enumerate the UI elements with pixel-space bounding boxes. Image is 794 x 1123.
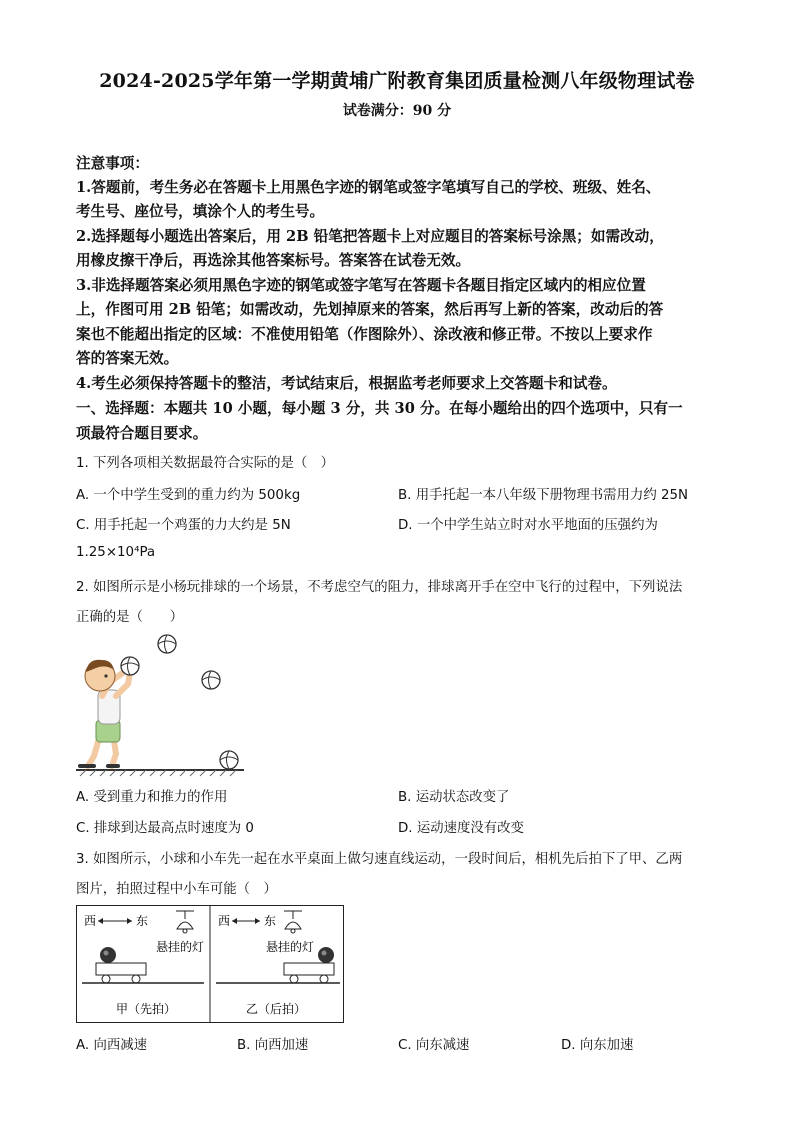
- lamp-label: 悬挂的灯: [156, 940, 205, 954]
- question-3-stem-cont: 图片，拍照过程中小车可能（ ）: [76, 882, 277, 897]
- q2-option-a: A. 受到重力和推力的作用: [76, 790, 228, 805]
- caption-yi: 乙（后拍）: [246, 1002, 307, 1016]
- section-heading-cont: 项最符合题目要求。: [76, 425, 208, 442]
- notice-line: 2.选择题每小题选出答案后，用 2B 铅笔把答题卡上对应题目的答案标号涂黑；如需改动，: [76, 228, 664, 245]
- volleyball-icon: [220, 751, 238, 769]
- q3-option-d: D. 向东加速: [561, 1038, 634, 1053]
- q1-option-d-continued: 1.25×10⁴Pa: [76, 545, 156, 560]
- ball-icon: [100, 947, 116, 963]
- volleyball-icon: [121, 657, 139, 675]
- notice-line: 3.非选择题答案必须用黑色字迹的钢笔或签字笔写在答题卡各题目指定区域内的相应位置: [76, 277, 646, 294]
- east-label: 东: [136, 914, 149, 928]
- cart-icon: [284, 963, 334, 975]
- volleyball-figure: [72, 628, 252, 778]
- notice-line: 1.答题前，考生务必在答题卡上用黑色字迹的钢笔或签字笔填写自己的学校、班级、姓名、: [76, 179, 661, 196]
- q3-option-b: B. 向西加速: [237, 1038, 309, 1053]
- notice-line: 答的答案无效。: [76, 350, 179, 367]
- question-2-stem-cont: 正确的是（ ）: [76, 610, 184, 625]
- q2-option-b: B. 运动状态改变了: [398, 790, 510, 805]
- q3-option-c: C. 向东减速: [398, 1038, 470, 1053]
- west-label: 西: [84, 914, 97, 928]
- lamp-label: 悬挂的灯: [266, 940, 315, 954]
- notice-line: 上，作图可用 2B 铅笔；如需改动，先划掉原来的答案，然后再写上新的答案，改动后的答: [76, 301, 664, 318]
- question-2-stem: 2. 如图所示是小杨玩排球的一个场景，不考虑空气的阻力，排球离开手在空中飞行的过程中，下列说法: [76, 580, 683, 595]
- ball-icon: [318, 947, 334, 963]
- q2-option-d: D. 运动速度没有改变: [398, 821, 524, 836]
- question-3-stem: 3. 如图所示，小球和小车先一起在水平桌面上做匀速直线运动，一段时间后，相机先后拍下了甲、乙两: [76, 852, 683, 867]
- notice-line: 4.考生必须保持答题卡的整洁，考试结束后，根据监考老师要求上交答题卡和试卷。: [76, 375, 617, 392]
- exam-full-score: 试卷满分：90 分: [342, 103, 452, 119]
- notice-line: 用橡皮擦干净后，再选涂其他答案标号。答案答在试卷无效。: [76, 252, 471, 269]
- notice-heading: 注意事项：: [76, 155, 149, 172]
- exam-title: 2024-2025学年第一学期黄埔广附教育集团质量检测八年级物理试卷: [99, 70, 695, 92]
- cart-icon: [96, 963, 146, 975]
- notice-line: 考生号、座位号，填涂个人的考生号。: [76, 203, 325, 220]
- east-label: 东: [264, 914, 277, 928]
- caption-jia: 甲（先拍）: [116, 1002, 177, 1016]
- volleyball-icon: [158, 635, 176, 653]
- west-label: 西: [218, 914, 231, 928]
- notice-line: 案也不能超出指定的区域：不准使用铅笔（作图除外）、涂改液和修正带。不按以上要求作: [76, 326, 653, 343]
- q1-option-c: C. 用手托起一个鸡蛋的力大约是 5N: [76, 518, 291, 533]
- q3-option-a: A. 向西减速: [76, 1038, 147, 1053]
- q2-option-c: C. 排球到达最高点时速度为 0: [76, 821, 254, 836]
- question-1-stem: 1. 下列各项相关数据最符合实际的是（ ）: [76, 456, 335, 471]
- cart-ball-figure: [76, 905, 344, 1023]
- q1-option-a: A. 一个中学生受到的重力约为 500kg: [76, 488, 301, 503]
- q1-option-d: D. 一个中学生站立时对水平地面的压强约为: [398, 518, 658, 533]
- volleyball-icon: [202, 671, 220, 689]
- boy-player: [80, 660, 130, 766]
- q1-option-b: B. 用手托起一本八年级下册物理书需用力约 25N: [398, 488, 689, 503]
- section-heading: 一、选择题：本题共 10 小题，每小题 3 分，共 30 分。在每小题给出的四个选项中，只有一: [76, 400, 683, 417]
